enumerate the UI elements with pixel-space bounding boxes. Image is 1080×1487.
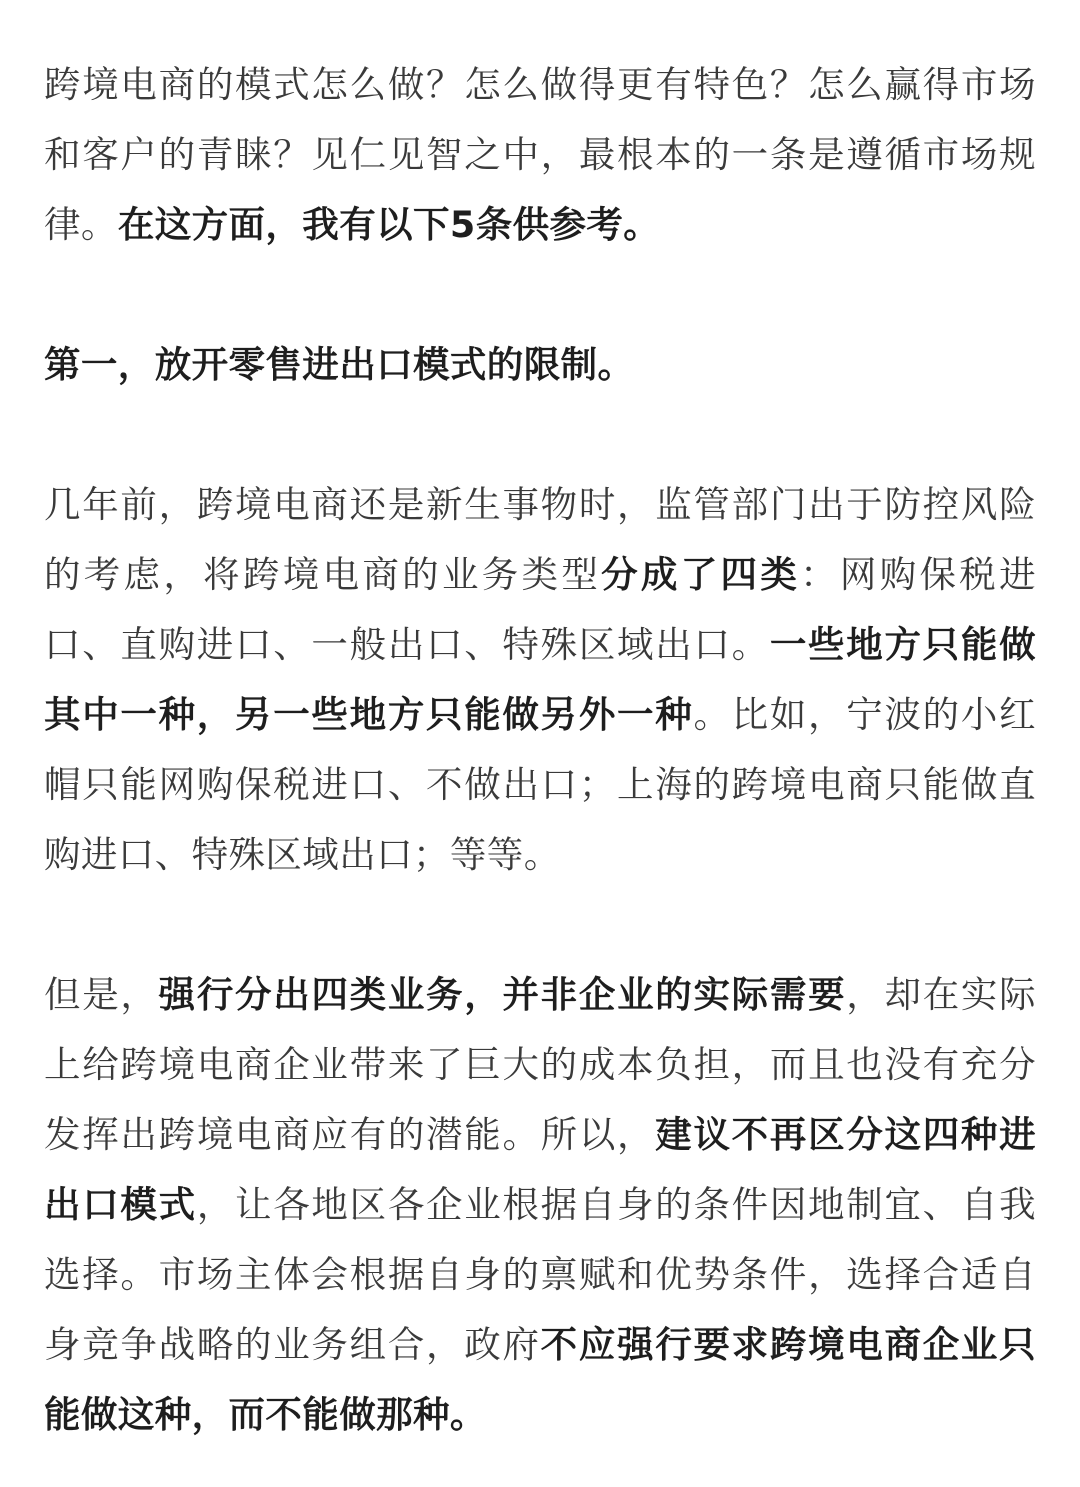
article-body [44,50,1036,1450]
paragraph-background [44,470,1036,890]
suggestion-emphasis-2: 建议不再区分这四种进出口模式 [44,1113,1036,1226]
paragraph-intro [44,50,1036,260]
suggestion-emphasis-1: 强行分出四类业务，并非企业的实际需要 [158,973,847,1016]
paragraph-suggestion [44,960,1036,1450]
intro-emphasis: 在这方面，我有以下5条供参考。 [117,203,661,246]
section-heading [44,330,1036,400]
background-text-3: 。比如，宁波的小红帽只能网购保税进口、不做出口；上海的跨境电商只能做直购进口、特殊区域出口；等等。 [44,693,1036,876]
section-heading-text: 第一，放开零售进出口模式的限制。 [44,343,635,386]
background-text-2: ：网购保税进口、直购进口、一般出口、特殊区域出口。 [44,553,1037,666]
suggestion-text-2: ，却在实际上给跨境电商企业带来了巨大的成本负担，而且也没有充分发挥出跨境电商应有的潜能。所以， [44,973,1037,1156]
suggestion-text-1: 但是， [44,973,159,1016]
background-emphasis-1: 分成了四类 [601,553,801,596]
suggestion-text-3: ，让各地区各企业根据自身的条件因地制宜、自我选择。市场主体会根据自身的禀赋和优势条件，选择合适自身竞争战略的业务组合，政府 [44,1183,1036,1366]
background-text-1: 几年前，跨境电商还是新生事物时，监管部门出于防控风险的考虑，将跨境电商的业务类型 [44,483,1036,596]
suggestion-emphasis-3: 不应强行要求跨境电商企业只能做这种，而不能做那种。 [44,1323,1037,1436]
intro-text: 跨境电商的模式怎么做？怎么做得更有特色？怎么赢得市场和客户的青睐？见仁见智之中，最根本的一条是遵循市场规律。 [44,63,1036,246]
background-emphasis-2: 一些地方只能做其中一种，另一些地方只能做另外一种 [44,623,1036,736]
